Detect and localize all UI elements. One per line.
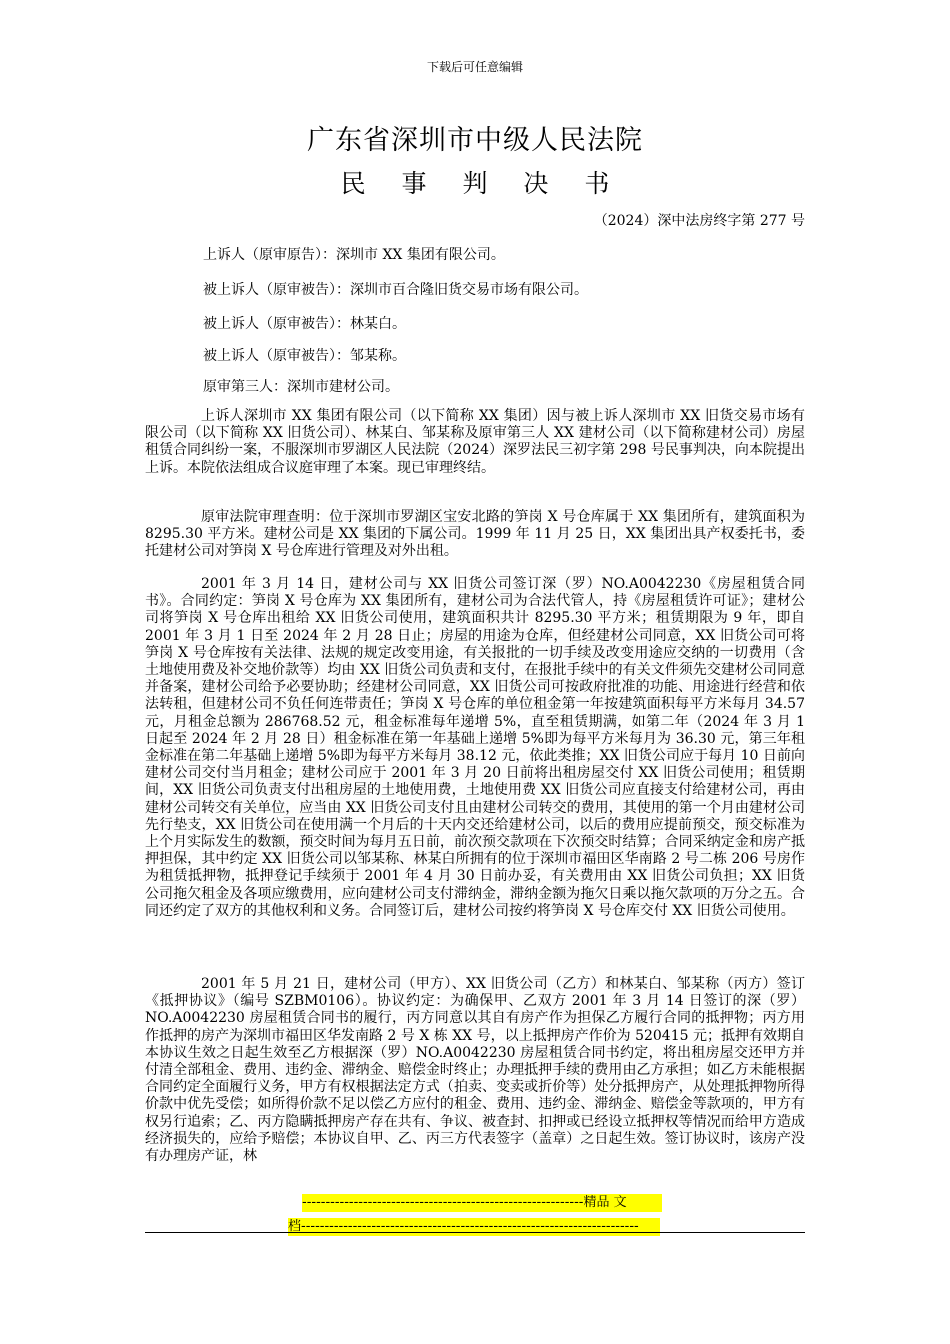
footer-line-1: ------------------------------------------------------------精品 文	[302, 1194, 662, 1212]
paragraph-case-intro: 上诉人深圳市 XX 集团有限公司（以下简称 XX 集团）因与被上诉人深圳市 XX 旧货交易市场有限公司（以下简称 XX 旧货公司）、林某白、邹某称及原审第三人 XX 建材公司（以下简称建材公司）房屋租赁合同纠纷一案，不服深圳市罗湖区人民法院（2024）深罗法民三初字第 298 号民事判决，向本院提出上诉。本院依法组成合议庭审理了本案。现已审理终结。	[145, 408, 805, 476]
case-number: （2024）深中法房终字第 277 号	[593, 213, 805, 229]
paragraph-lease-contract: 2001 年 3 月 14 日，建材公司与 XX 旧货公司签订深（罗）NO.A0042230《房屋租赁合同书》。合同约定：笋岗 X 号仓库为 XX 集团所有，建材公司为合法代管人，持《房屋租赁许可证》；建材公司将笋岗 X 号仓库出租给 XX 旧货公司使用，建筑面积共计 8295.30 平方米；租赁期限为 9 年，即自 2001 年 3 月 1 日至 2024 年 2 月 28 日止；房屋的用途为仓库，但经建材公司同意，XX 旧货公司可将笋岗 X 号仓库按有关法律、法规的规定改变用途，有关报批的一切手续及改变用途应交纳的一切费用（含土地使用费及补交地价款等）均由 XX 旧货公司负责和支付，在报批手续中的有关文件须先交建材公司同意并备案，建材公司给予必要协助；经建材公司同意，XX 旧货公司可按政府批准的功能、用途进行经营和依法转租，但建材公司不负任何连带责任；笋岗 X 号仓库的单位租金第一年按建筑面积每平方米每月 34.57 元，月租金总额为 286768.52 元，租金标准每年递增 5%，直至租赁期满，如第二年（2024 年 3 月 1 日起至 2024 年 2 月 28 日）租金标准在第一年基础上递增 5%即为每平方米每月为 36.30 元，第三年租金标准在第二年基础上递增 5%即为每平方米每月 38.12 元，依此类推；XX 旧货公司应于每月 10 日前向建材公司交付当月租金；建材公司应于 2001 年 3 月 20 日前将出租房屋交付 XX 旧货公司使用；租赁期间，XX 旧货公司负责支付出租房屋的土地使用费，土地使用费 XX 旧货公司应直接支付给建材公司，再由建材公司转交有关单位，应当由 XX 旧货公司支付且由建材公司转交的费用，其使用的第一个月由建材公司先行垫支，XX 旧货公司在使用满一个月后的十天内交还给建材公司，以后的费用应提前预交，预交标准为上个月实际发生的数额，预交时间为每月五日前，前次预交款项在下次预交时结算；合同采纳定金和房产抵押担保，其中约定 XX 旧货公司以邹某称、林某白所拥有的位于深圳市福田区华南路 2 号二栋 206 号房作为租赁抵押物，抵押登记手续须于 2001 年 4 月 30 日前办妥，有关费用由 XX 旧货公司负担；XX 旧货公司拖欠租金及各项应缴费用，应向建材公司支付滞纳金，滞纳金额为拖欠日乘以拖欠款项的万分之五。合同还约定了双方的其他权利和义务。合同签订后，建材公司按约将笋岗 X 号仓库交付 XX 旧货公司使用。	[145, 576, 805, 919]
bottom-divider	[145, 1232, 805, 1233]
footer-line-2: 档------------------------------------------------------------------------	[288, 1218, 660, 1236]
footer-banner	[288, 1194, 663, 1242]
court-title: 广东省深圳市中级人民法院	[307, 125, 643, 156]
party-appellee-3: 被上诉人（原审被告）：邹某称。	[203, 348, 406, 364]
paragraph-mortgage-agreement: 2001 年 5 月 21 日，建材公司（甲方）、XX 旧货公司（乙方）和林某白、邹某称（丙方）签订《抵押协议》（编号 SZBM0106）。协议约定：为确保甲、乙双方 2001 年 3 月 14 日签订的深（罗）NO.A0042230 房屋租赁合同书的履行，丙方同意以其自有房产作为担保乙方履行合同的抵押物；丙方用作抵押的房产为深圳市福田区华发南路 2 号 X 栋 XX 号，以上抵押房产作价为 520415 元；抵押有效期自本协议生效之日起生效至乙方根据深（罗）NO.A0042230 房屋租赁合同书约定，将出租房屋交还甲方并付清全部租金、费用、违约金、滞纳金、赔偿金时终止；办理抵押手续的费用由乙方承担；如乙方未能根据合同约定全面履行义务，甲方有权根据法定方式（拍卖、变卖或折价等）处分抵押房产，从处理抵押物所得价款中优先受偿；如所得价款不足以偿乙方应付的租金、费用、违约金、滞纳金、赔偿金等款项的，甲方有权另行追索；乙、丙方隐瞒抵押房产存在共有、争议、被查封、扣押或已经设立抵押权等情况而给甲方造成经济损失的，应给予赔偿；本协议自甲、乙、丙三方代表签字（盖章）之日起生效。签订协议时，该房产没有办理房产证，林	[145, 976, 805, 1165]
party-appellee-1: 被上诉人（原审被告）：深圳市百合隆旧货交易市场有限公司。	[203, 282, 588, 298]
party-third-party: 原审第三人：深圳市建材公司。	[203, 379, 399, 395]
document-type-heading: 民 事 判 决 书	[340, 169, 624, 198]
header-note: 下载后可任意编辑	[426, 60, 523, 74]
party-appellee-2: 被上诉人（原审被告）：林某白。	[203, 316, 406, 332]
paragraph-facts-property: 原审法院审理查明：位于深圳市罗湖区宝安北路的笋岗 X 号仓库属于 XX 集团所有，建筑面积为 8295.30 平方米。建材公司是 XX 集团的下属公司。1999 年 11 月 25 日，XX 集团出具产权委托书，委托建材公司对笋岗 X 号仓库进行管理及对外出租。	[145, 509, 805, 560]
party-appellant: 上诉人（原审原告）：深圳市 XX 集团有限公司。	[203, 247, 505, 263]
